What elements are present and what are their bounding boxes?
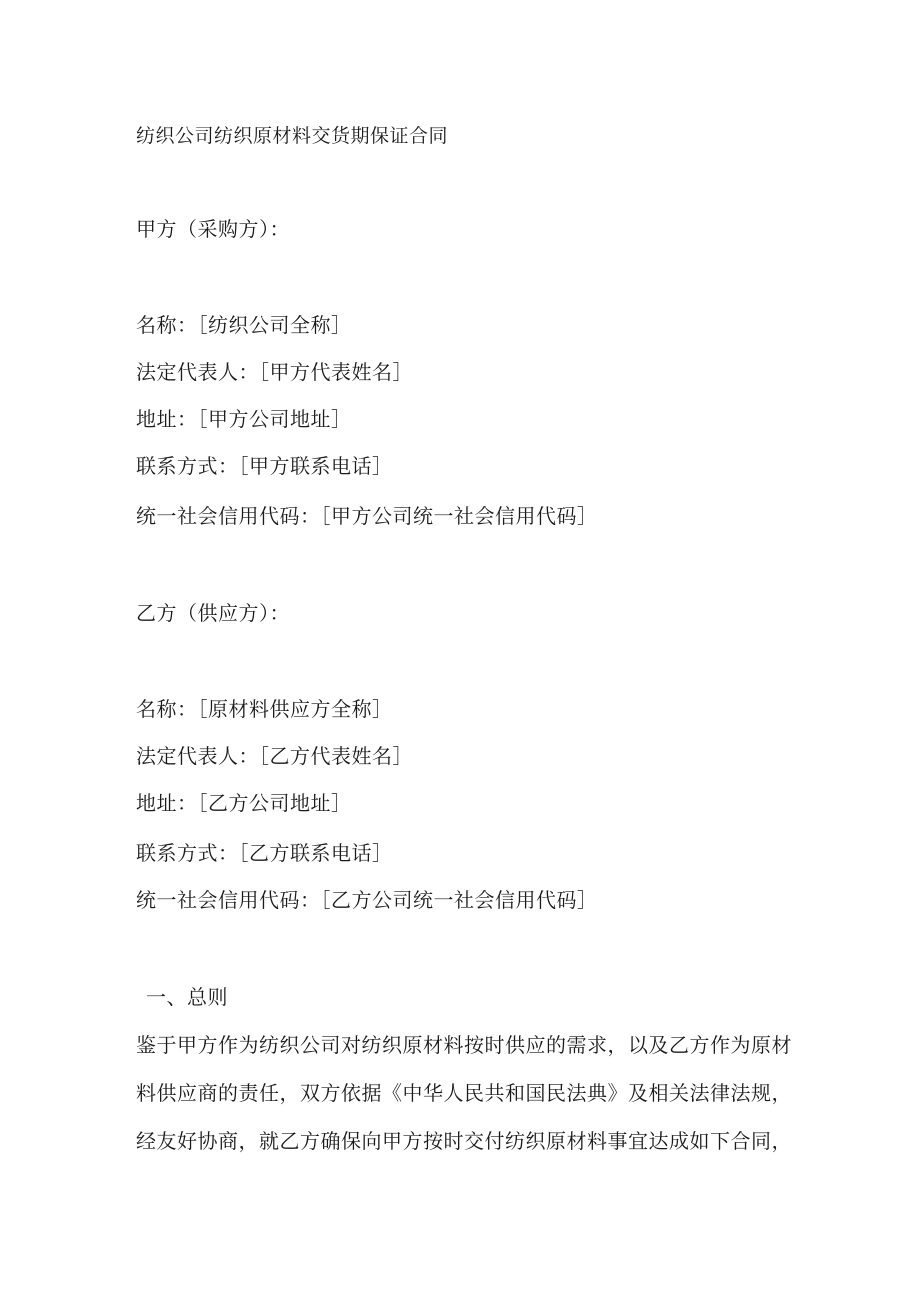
section-1-heading: 一、总则 xyxy=(146,985,228,1009)
section-1-paragraph-line: 经友好协商，就乙方确保向甲方按时交付纺织原材料事宜达成如下合同， xyxy=(136,1129,792,1153)
party-b-heading: 乙方（供应方）： xyxy=(136,601,290,625)
party-b-name: 名称：［原材料供应方全称］ xyxy=(136,697,393,721)
party-b-address: 地址：［乙方公司地址］ xyxy=(136,791,352,815)
party-a-contact: 联系方式：［甲方联系电话］ xyxy=(136,454,393,478)
section-1-paragraph-line: 料供应商的责任，双方依据《中华人民共和国民法典》及相关法律法规， xyxy=(136,1081,792,1105)
party-a-heading: 甲方（采购方）： xyxy=(136,217,290,241)
section-1-paragraph-line: 鉴于甲方作为纺织公司对纺织原材料按时供应的需求，以及乙方作为原材 xyxy=(136,1033,792,1057)
party-b-representative: 法定代表人：［乙方代表姓名］ xyxy=(136,744,413,768)
document-title: 纺织公司纺织原材料交货期保证合同 xyxy=(136,125,449,147)
party-b-contact: 联系方式：［乙方联系电话］ xyxy=(136,841,393,865)
party-a-address: 地址：［甲方公司地址］ xyxy=(136,407,352,431)
party-a-representative: 法定代表人：［甲方代表姓名］ xyxy=(136,360,413,384)
party-a-name: 名称：［纺织公司全称］ xyxy=(136,313,352,337)
party-a-credit-code: 统一社会信用代码：［甲方公司统一社会信用代码］ xyxy=(136,504,598,528)
party-b-credit-code: 统一社会信用代码：［乙方公司统一社会信用代码］ xyxy=(136,888,598,912)
